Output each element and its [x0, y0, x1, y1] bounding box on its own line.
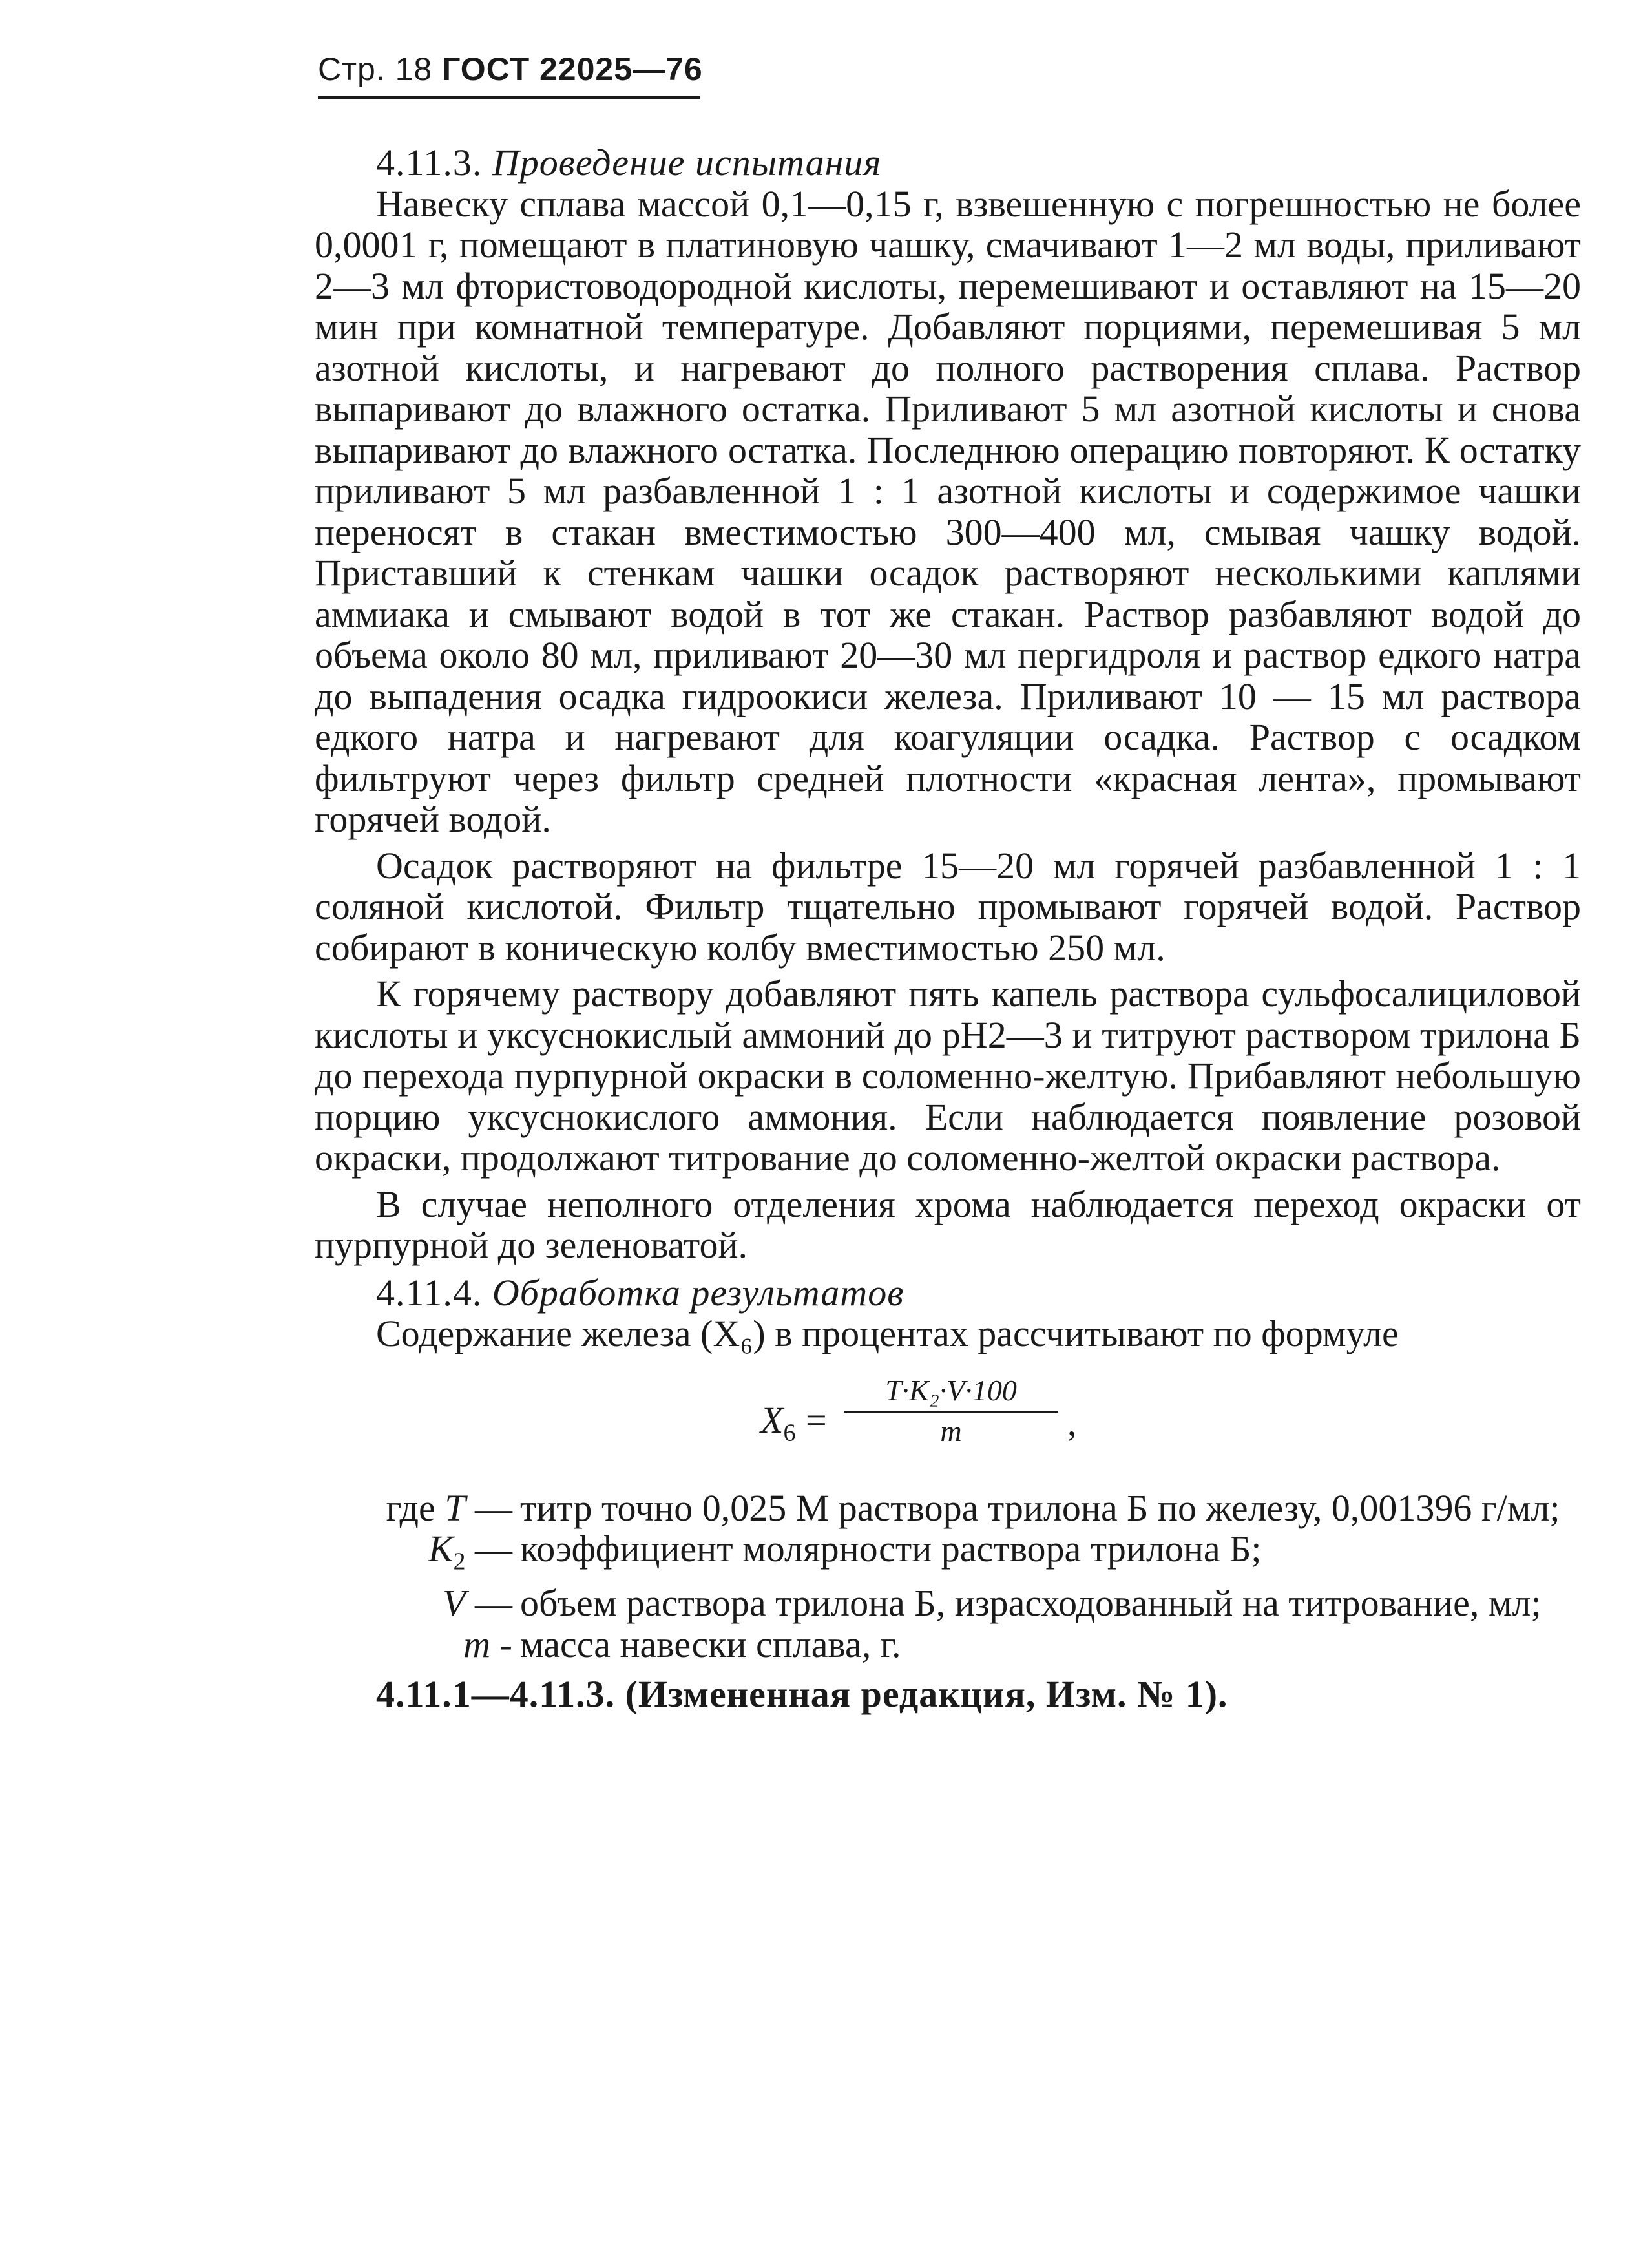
definition-label: где T —	[386, 1486, 512, 1529]
definition-label: m -	[463, 1623, 512, 1665]
formula-numerator: T·K₂·V·100	[844, 1371, 1058, 1413]
standard-code: ГОСТ 22025—76	[442, 51, 703, 87]
definition-label: V —	[443, 1582, 512, 1625]
section-title: Обработка результатов	[492, 1271, 904, 1314]
paragraph: В случае неполного отделения хрома наблюдается переход окраски от пурпурной до зеленоватой.	[315, 1183, 1581, 1266]
definition-label: $K_2$ —	[428, 1528, 512, 1575]
definition-row	[315, 1583, 1581, 1624]
section-number: 4.11.4.	[376, 1271, 483, 1314]
definition-row	[315, 1488, 1581, 1529]
formula-comma: ,	[1067, 1401, 1077, 1444]
page-header	[318, 50, 703, 88]
formula-fraction	[844, 1371, 1058, 1449]
section-title: Проведение испытания	[492, 142, 882, 184]
definition-text: титр точно 0,025 М раствора трилона Б по железу, 0,001396 г/мл;	[520, 1486, 1560, 1529]
definition-text: масса навески сплава, г.	[520, 1623, 901, 1665]
definition-text: коэффициент молярности раствора трилона Б;	[520, 1528, 1262, 1570]
formula-denominator: m	[940, 1414, 962, 1448]
page-number: Стр. 18	[318, 51, 433, 87]
header-rule	[318, 96, 700, 99]
amendment-note: 4.11.1—4.11.3. (Измененная редакция, Изм. № 1).	[376, 1673, 1228, 1716]
definition-row	[315, 1624, 1581, 1665]
document-body	[315, 142, 1581, 1715]
paragraph: Содержание железа (X₆) в процентах рассчитывают по формуле	[376, 1312, 1399, 1354]
paragraph: Навеску сплава массой 0,1—0,15 г, взвешенную с погрешностью не более 0,0001 г, помещают в платиновую чашку, смачивают 1—2 мл воды, приливают 2—3 мл фтористоводородной кислоты, перемешивают и оставляют на 15—20 мин при комнатной температуре. Добавляют порциями, перемешивая 5 мл азотной кислоты, и нагревают до полного растворения сплава. Раствор выпаривают до влажного остатка. Приливают 5 мл азотной кислоты и снова выпаривают до влажного остатка. Последнюю операцию повторяют. К остатку приливают 5 мл разбавленной 1 : 1 азотной кислоты и содержимое чашки переносят в стакан вместимостью 300—400 мл, смывая чашку водой. Приставший к стенкам чашки осадок растворяют несколькими каплями аммиака и смывают водой в тот же стакан. Раствор разбавляют водой до объема около 80 мл, приливают 20—30 мл пергидроля и раствор едкого натра до выпадения осадка гидроокиси железа. Приливают 10 — 15 мл раствора едкого натра и нагревают для коагуляции осадка. Раствор с осадком фильтруют через фильтр средней плотности «красная лента», промывают горячей водой.	[315, 182, 1581, 840]
section-heading-results	[315, 1272, 1581, 1314]
formula-lhs: $X_6$	[760, 1398, 796, 1447]
definition-row	[315, 1528, 1581, 1583]
section-number: 4.11.3.	[376, 142, 483, 184]
section-heading-test	[315, 142, 1581, 184]
formula	[315, 1371, 1581, 1468]
formula-equals: =	[806, 1398, 827, 1441]
definitions-list	[315, 1488, 1581, 1665]
definition-text: объем раствора трилона Б, израсходованный на титрование, мл;	[520, 1582, 1542, 1625]
paragraph: К горячему раствору добавляют пять капель раствора сульфосалициловой кислоты и уксуснокислый аммоний до рН2—3 и титруют раствором трилона Б до перехода пурпурной окраски в соломенно-желтую. Прибавляют небольшую порцию уксуснокислого аммония. Если наблюдается появление розовой окраски, продолжают титрование до соломенно-желтой окраски раствора.	[315, 973, 1581, 1179]
paragraph: Осадок растворяют на фильтре 15—20 мл горячей разбавленной 1 : 1 соляной кислотой. Фильтр тщательно промывают горячей водой. Раствор собирают в коническую колбу вместимостью 250 мл.	[315, 844, 1581, 969]
